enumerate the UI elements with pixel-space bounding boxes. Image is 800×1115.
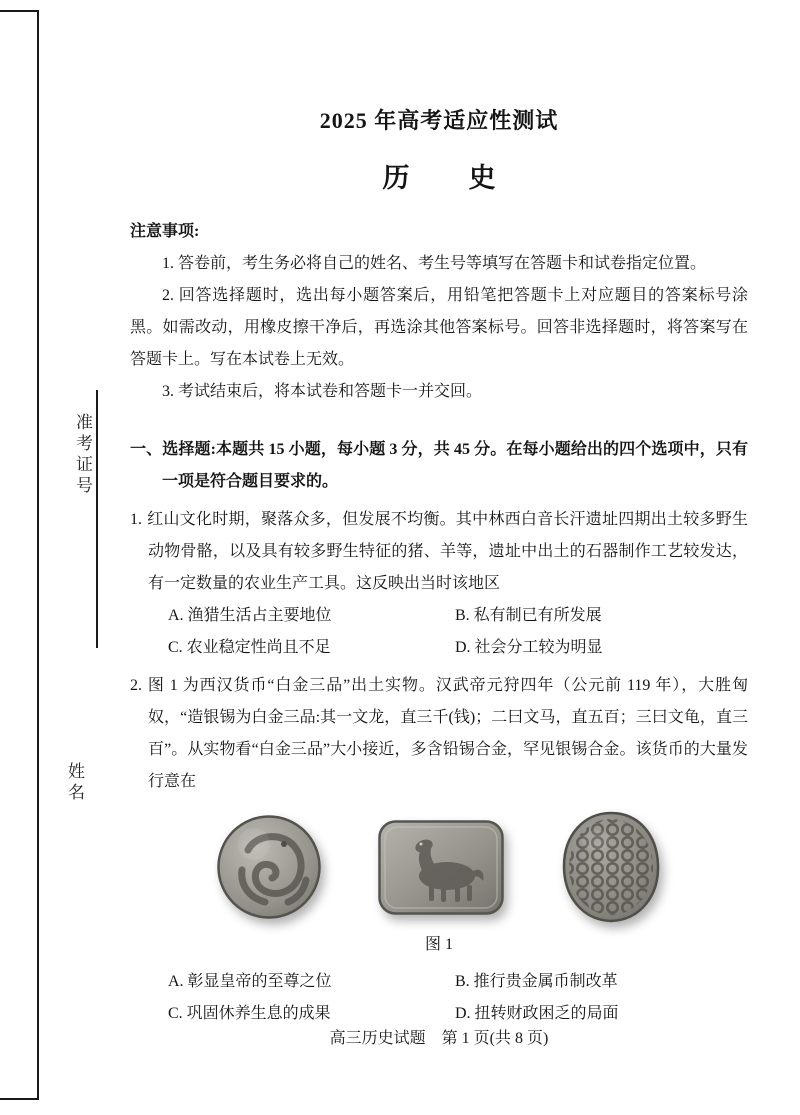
question-1-option-d: D. 社会分工较为明显 [455,639,603,656]
question-2-option-b: B. 推行贵金属币制改革 [455,973,618,990]
question-1-option-c: C. 农业稳定性尚且不足 [168,639,331,656]
scan-frame-bottom-tick [0,1098,39,1100]
question-1-options-row-2 [130,632,748,664]
exam-page [130,0,748,1030]
question-1-option-a: A. 渔猎生活占主要地位 [168,607,332,624]
section-heading: 一、选择题:本题共 15 小题，每小题 3 分，共 45 分。在每小题给出的四个选项中，只有一项是符合题目要求的。 [130,441,748,490]
exam-number-label: 准考证号 [73,413,92,497]
name-label: 姓名 [65,762,84,804]
question-2 [130,670,748,798]
notice-item-1: 1. 答卷前，考生务必将自己的姓名、考生号等填写在答题卡和试卷指定位置。 [162,255,707,272]
question-2-text: 图 1 为西汉货币“白金三品”出土实物。汉武帝元狩四年（公元前 119 年），大胜匈奴，“造银锡为白金三品:其一文龙，直三千(钱)；二曰文马，直五百；三曰文龟，直三百”。从实物看“白金三品”大小接近，多含铅锡合金，罕见银锡合金。该货币的大量发行意在 [147,677,748,790]
question-2-option-d: D. 扭转财政困乏的局面 [455,1005,619,1022]
horse-coin-image [377,819,505,916]
notice-item-2: 2. 回答选择题时，选出每小题答案后，用铅笔把答题卡上对应题目的答案标号涂黑。如需改动，用橡皮擦干净后，再选涂其他答案标号。回答非选择题时，将答案写在答题卡上。写在本试卷上无效。 [130,287,748,368]
figure-1-photos [130,806,748,928]
question-1-text: 红山文化时期，聚落众多，但发展不均衡。其中林西白音长汗遗址四期出土较多野生动物骨骼，以及具有较多野生特征的猪、羊等，遗址中出土的石器制作工艺较发达，有一定数量的农业生产工具。这反映出当时该地区 [147,511,748,592]
exam-number-blank-line [96,390,98,648]
question-2-options-row-1 [130,966,748,998]
question-1-number: 1. [130,511,142,528]
notice-item-3: 3. 考试结束后，将本试卷和答题卡一并交回。 [162,383,483,400]
question-2-option-c: C. 巩固休养生息的成果 [168,1005,331,1022]
seal-margin-line [37,10,39,1100]
exam-subject: 历 史 [382,163,512,193]
scan-frame-top-tick [0,10,39,12]
question-1-option-b: B. 私有制已有所发展 [455,607,602,624]
figure-1-caption: 图 1 [424,936,453,953]
dragon-coin-image [216,814,322,920]
exam-title: 2025 年高考适应性测试 [319,108,559,133]
question-1 [130,504,748,600]
question-2-option-a: A. 彰显皇帝的至尊之位 [168,973,332,990]
question-2-number: 2. [130,677,142,694]
question-1-options-row-1 [130,600,748,632]
turtle-coin-image [560,810,662,924]
notice-heading: 注意事项: [130,223,200,240]
page-footer: 高三历史试题 第 1 页(共 8 页) [329,1030,549,1047]
